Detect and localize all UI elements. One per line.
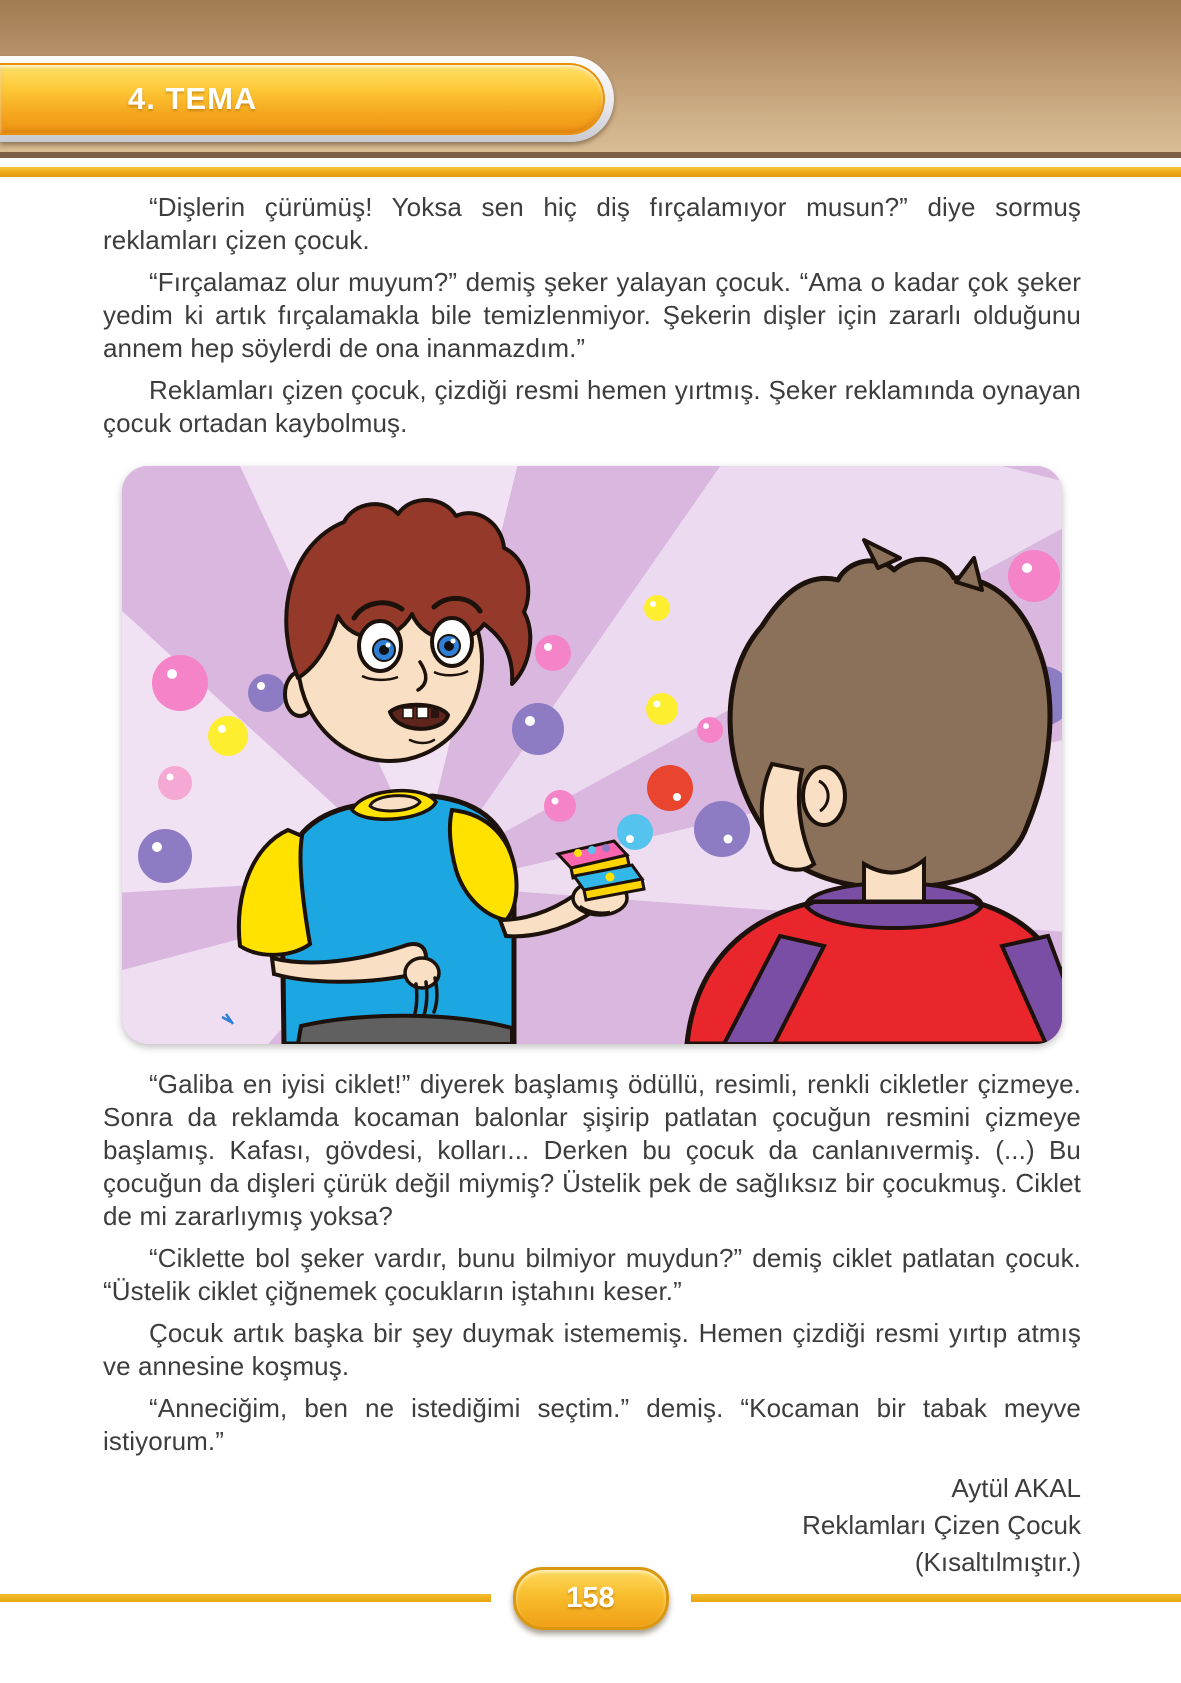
header-divider (0, 167, 1181, 177)
story-paragraph-2: “Fırçalamaz olur muyum?” demiş şeker yalayan çocuk. “Ama o kadar çok şeker yedim ki artık fırçalamakla bile temizlenmiyor. Şekerin dişler için zararlı olduğunu annem hep söylerdi de ona inanmazdım.” (103, 267, 1081, 363)
source-note: (Kısaltılmıştır.) (914, 1547, 1081, 1577)
page-header (0, 0, 1181, 158)
story-paragraph-5: “Ciklette bol şeker vardır, bunu bilmiyor muydun?” demiş ciklet patlatan çocuk. “Üstelik ciklet çiğnemek çocukların iştahını keser.” (103, 1243, 1081, 1306)
author-name: Aytül AKAL (951, 1473, 1081, 1503)
story-paragraph-1: “Dişlerin çürümüş! Yoksa sen hiç diş fırçalamıyor musun?” diye sormuş reklamları çizen çocuk. (103, 192, 1081, 255)
footer-line-left (0, 1594, 491, 1602)
tema-banner (0, 56, 614, 142)
story-paragraph-6: Çocuk artık başka bir şey duymak istememiş. Hemen çizdiği resmi yırtıp atmış ve annesine koşmuş. (103, 1318, 1081, 1381)
story-content (0, 177, 1181, 1581)
page-number-badge (513, 1567, 669, 1630)
tema-pill (0, 63, 605, 135)
attribution (103, 1470, 1081, 1581)
tema-label: 4. TEMA (128, 81, 258, 116)
work-title: Reklamları Çizen Çocuk (802, 1510, 1081, 1540)
page-footer (0, 1568, 1181, 1628)
story-illustration (122, 466, 1062, 1044)
story-paragraph-4: “Galiba en iyisi ciklet!” diyerek başlamış ödüllü, resimli, renkli cikletler çizmeye. Sonra da reklamda kocaman balonlar şişirip patlatan çocuğun resmini çizmeye başlamış. Kafası, gövdesi, kolları... Derken bu çocuk da canlanıvermiş. (...) Bu çocuğun da dişleri çürük değil miymiş? Üstelik pek de sağlıksız bir çocukmuş. Ciklet de mi zararlıymış yoksa? (103, 1069, 1081, 1231)
story-paragraph-7: “Anneciğim, ben ne istediğimi seçtim.” demiş. “Kocaman bir tabak meyve istiyorum.” (103, 1393, 1081, 1456)
story-paragraph-3: Reklamları çizen çocuk, çizdiği resmi hemen yırtmış. Şeker reklamında oynayan çocuk ortadan kaybolmuş. (103, 375, 1081, 438)
footer-line-right (691, 1594, 1181, 1602)
page-number: 158 (566, 1581, 615, 1614)
